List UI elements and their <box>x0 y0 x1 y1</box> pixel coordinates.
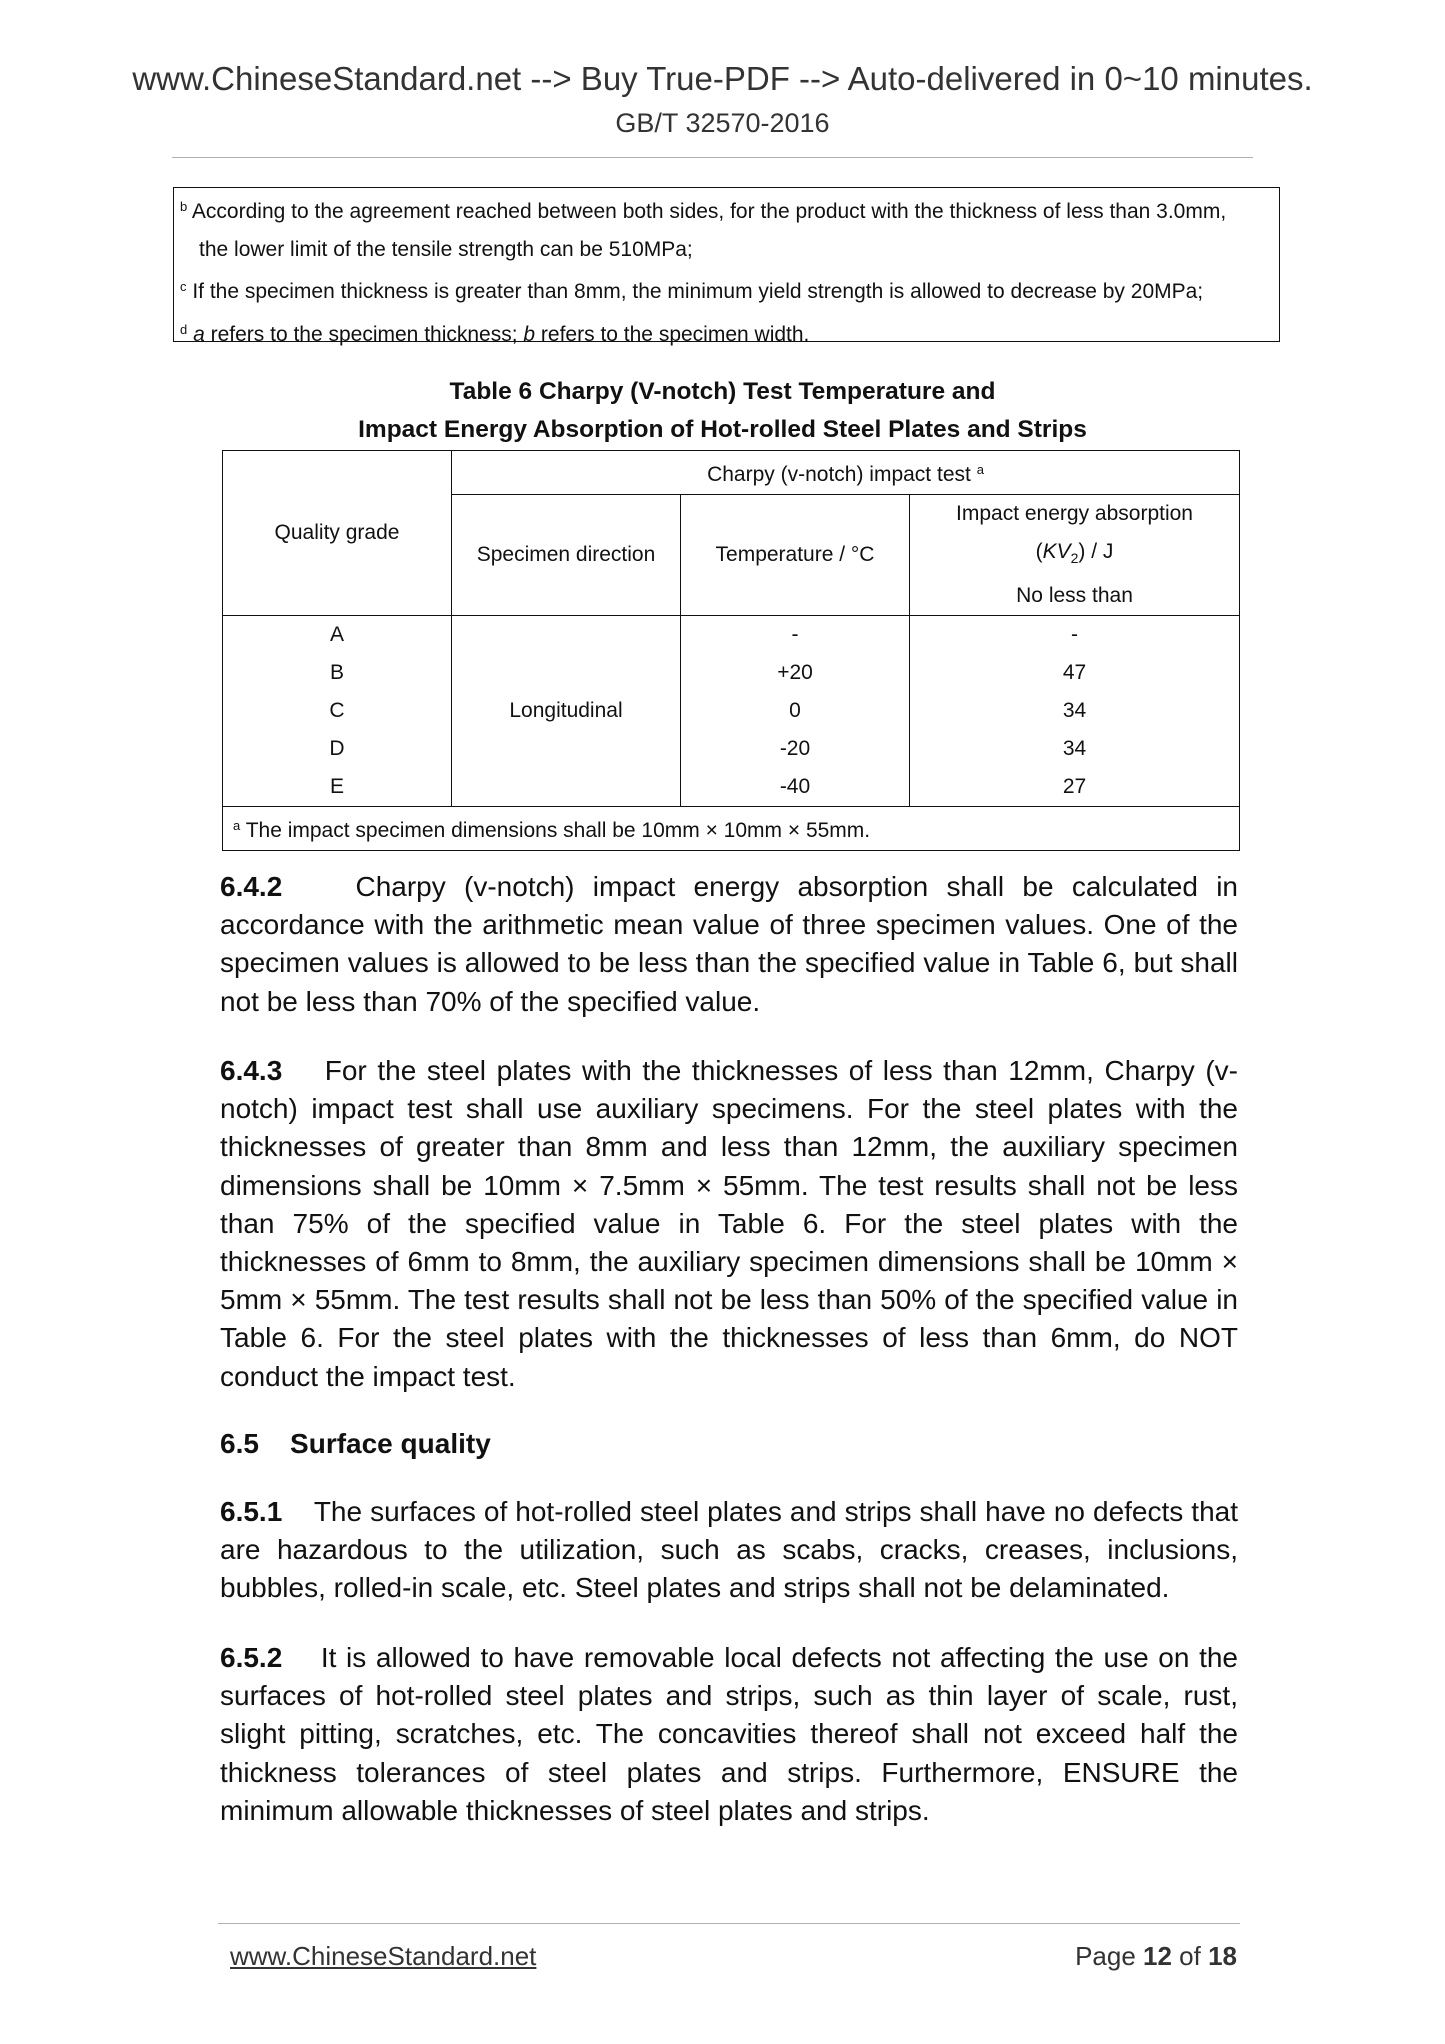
clause-text: It is allowed to have removable local defects not affecting the use on the surfaces of hot-rolled steel plates and strips, such as thin layer of scale, rust, slight pitting, scratches, etc. The concavities thereof shall not exceed half the thickness tolerances of steel plates and strips. Furthermore, ENSURE the minimum allowable thicknesses of steel plates and strips. <box>220 1642 1238 1826</box>
clause-text: Charpy (v-notch) impact energy absorption shall be calculated in accordance with the arithmetic mean value of three specimen values. One of the specimen values is allowed to be less than the specified value in Table 6, but shall not be less than 70% of the specified value. <box>220 871 1238 1017</box>
note-b-mark: b <box>180 199 188 214</box>
cell-grade: C <box>223 692 452 730</box>
cell-energy: 47 <box>910 654 1240 692</box>
header-specimen-direction: Specimen direction <box>452 495 681 616</box>
note-b-continuation <box>180 231 1279 269</box>
cell-energy: - <box>910 616 1240 655</box>
cell-temperature: -20 <box>681 730 910 768</box>
note-b-line1: According to the agreement reached between both sides, for the product with the thickness of less than 3.0mm, <box>191 200 1227 223</box>
clause-6-4-3 <box>220 1052 1238 1396</box>
clause-text: For the steel plates with the thicknesses of less than 12mm, Charpy (v-notch) impact test shall use auxiliary specimens. For the steel plates with the thicknesses of greater than 8mm and less than 12mm, the auxiliary specimen dimensions shall be 10mm × 7.5mm × 55mm. The test results shall not be less than 75% of the specified value in Table 6. For the steel plates with the thicknesses of 6mm to 8mm, the auxiliary specimen dimensions shall be 10mm × 5mm × 55mm. The test results shall not be less than 50% of the specified value in Table 6. For the steel plates with the thicknesses of less than 6mm, do NOT conduct the impact test. <box>220 1055 1238 1392</box>
header-quality-grade: Quality grade <box>223 451 452 616</box>
clause-6-5-1 <box>220 1493 1238 1608</box>
note-d <box>180 311 1279 354</box>
table-footnote: $^a$ The impact specimen dimensions shall be 10mm × 10mm × 55mm. <box>223 807 1240 851</box>
table-title-line1: Table 6 Charpy (V-notch) Test Temperature and <box>449 378 996 405</box>
clause-text: The surfaces of hot-rolled steel plates and strips shall have no defects that are hazardous to the utilization, such as scabs, cracks, creases, inclusions, bubbles, rolled-in scale, etc. Steel plates and strips shall not be delaminated. <box>220 1496 1238 1604</box>
table-row <box>223 768 1240 807</box>
note-b-line2: the lower limit of the tensile strength can be 510MPa; <box>199 237 693 261</box>
header-banner: www.ChineseStandard.net --> Buy True-PDF --> Auto-delivered in 0~10 minutes. <box>132 60 1313 97</box>
note-c <box>180 268 1279 311</box>
section-heading-surface-quality: 6.5 Surface quality <box>220 1428 491 1459</box>
cell-temperature: -40 <box>681 768 910 807</box>
clause-number: 6.5.2 <box>220 1642 283 1673</box>
clause-6-5-2 <box>220 1639 1238 1830</box>
header-energy-line1: Impact energy absorption <box>956 502 1193 525</box>
cell-grade: D <box>223 730 452 768</box>
total-pages: 18 <box>1208 1941 1237 1971</box>
table-header-row-1 <box>223 451 1240 495</box>
current-page: 12 <box>1143 1941 1172 1971</box>
cell-energy: 34 <box>910 730 1240 768</box>
note-b <box>180 188 1279 231</box>
table-row <box>223 654 1240 692</box>
clause-6-4-2 <box>220 868 1238 1021</box>
table-row <box>223 616 1240 655</box>
cell-grade: A <box>223 616 452 655</box>
standard-number: GB/T 32570-2016 <box>615 108 830 138</box>
clause-number: 6.5.1 <box>220 1496 283 1527</box>
header-energy-line3: No less than <box>1016 584 1133 608</box>
table-footnote-row <box>223 807 1240 851</box>
note-d-mark: d <box>180 321 188 337</box>
note-d-symbol-b: b <box>523 322 536 346</box>
note-c-text: If the specimen thickness is greater than 8mm, the minimum yield strength is allowed to decrease by 20MPa; <box>192 280 1204 303</box>
footer-website-link[interactable]: www.ChineseStandard.net <box>230 1941 537 1971</box>
note-c-mark: c <box>180 279 187 294</box>
header-impact-energy <box>910 495 1240 616</box>
footer-divider <box>218 1923 1240 1924</box>
note-d-text1: refers to the specimen thickness; <box>204 322 524 346</box>
cell-energy: 34 <box>910 692 1240 730</box>
table-row <box>223 692 1240 730</box>
header-divider <box>172 157 1253 158</box>
cell-temperature: +20 <box>681 654 910 692</box>
clause-number: 6.4.3 <box>220 1055 283 1086</box>
note-d-text2: refers to the specimen width. <box>535 322 810 346</box>
table-title-line2: Impact Energy Absorption of Hot-rolled Steel Plates and Strips <box>358 416 1087 443</box>
cell-grade: E <box>223 768 452 807</box>
table-row <box>223 730 1240 768</box>
clause-number: 6.4.2 <box>220 871 283 902</box>
header-energy-line2: $(KV_2)$ / J <box>1035 540 1114 567</box>
header-temperature: Temperature / °C <box>681 495 910 616</box>
cell-direction: Longitudinal <box>452 616 681 807</box>
header-charpy-group: Charpy (v-notch) impact test $^a$ <box>452 451 1240 495</box>
cell-grade: B <box>223 654 452 692</box>
cell-temperature: 0 <box>681 692 910 730</box>
charpy-table <box>222 450 1240 851</box>
note-d-symbol-a: a <box>193 322 205 346</box>
page-indicator: Page 12 of 18 <box>1075 1941 1237 1971</box>
table-notes-box <box>173 187 1280 346</box>
cell-energy: 27 <box>910 768 1240 807</box>
cell-temperature: - <box>681 616 910 655</box>
